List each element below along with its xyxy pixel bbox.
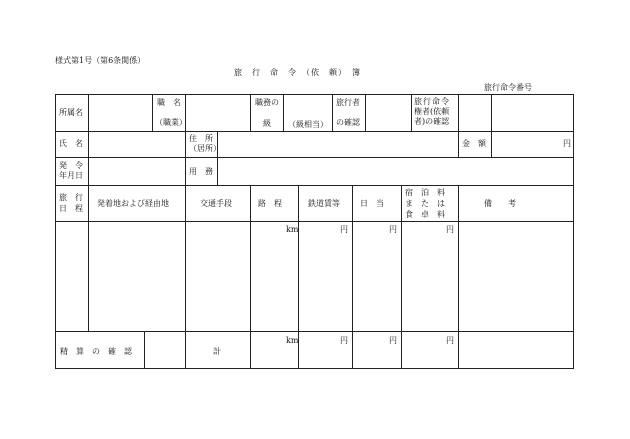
daily-unit: 円 [389,225,397,234]
address-sub-label: （居所） [189,144,221,153]
page-title: 旅 行 命 令 （依 頼） 簿 [234,68,361,77]
col-divider [144,331,145,369]
order-number-label: 旅行命令番号 [484,83,532,92]
equivalent-label: （級相当） [288,120,328,129]
col-divider [491,131,492,157]
col-divider [491,94,492,131]
distance-unit: km [286,225,299,234]
job-title-sub-label: （職業） [155,118,187,127]
travel-order-table [55,94,574,369]
col-divider [250,94,251,131]
grade-label: 職務の [255,98,279,107]
authority-label-3: 者)の確認 [414,117,450,126]
row-divider [55,185,574,186]
col-divider [88,185,89,331]
lodging-header-2: ま た は [405,199,445,208]
lodging-header-3: 食 卓 料 [405,210,445,219]
traveler-confirm-sub-label: の確認 [336,118,360,127]
col-divider [88,131,89,157]
col-divider [88,94,89,131]
col-divider [332,94,333,131]
total-lodging-unit: 円 [446,336,454,345]
total-fare-unit: 円 [340,336,348,345]
affiliation-label: 所属名 [59,108,83,117]
lodging-header-1: 宿 泊 料 [405,188,445,197]
col-divider [401,185,402,369]
transport-header: 交通手段 [200,199,232,208]
col-divider [411,94,412,131]
route-header: 発着地および経由地 [97,199,169,208]
total-label: 計 [213,347,221,356]
address-label: 住 所 [189,134,213,143]
col-divider [152,94,153,131]
yen-unit: 円 [563,139,571,148]
daily-allowance-header: 日 当 [360,199,384,208]
job-title-label: 職 名 [157,98,181,107]
form-label: 様式第1号（第6条関係） [55,56,146,65]
itinerary-sub-label: 日 程 [59,204,83,213]
row-divider [55,157,574,158]
col-divider [458,94,459,131]
col-divider [283,94,284,131]
traveler-confirm-label: 旅行者 [336,98,360,107]
grade-sub-label: 級 [263,119,271,128]
settlement-label: 精 算 の 確 認 [60,347,132,356]
total-distance-unit: km [286,336,299,345]
issue-date-label: 発 令 [59,161,83,170]
col-divider [185,131,186,157]
row-divider [55,331,574,332]
amount-label: 金 額 [462,139,486,148]
itinerary-label: 旅 行 [59,193,83,202]
row-divider [55,131,574,132]
distance-header: 路 程 [258,199,282,208]
col-divider [185,157,186,185]
col-divider [217,157,218,185]
purpose-label: 用 務 [189,167,213,176]
col-divider [365,94,366,131]
col-divider [458,185,459,369]
col-divider [458,131,459,157]
authority-label-1: 旅行命令 [414,97,450,106]
col-divider [352,185,353,369]
total-daily-unit: 円 [389,336,397,345]
fare-unit: 円 [340,225,348,234]
issue-date-sub-label: 年月日 [59,171,83,180]
remarks-header: 備 考 [484,199,516,208]
col-divider [250,185,251,369]
name-label: 氏 名 [59,139,83,148]
fare-header: 鉄道賃等 [308,199,340,208]
col-divider [88,157,89,185]
col-divider [185,185,186,369]
row-divider [55,221,574,222]
lodging-unit: 円 [446,225,454,234]
authority-label-2: 権者(依頼 [414,107,450,116]
